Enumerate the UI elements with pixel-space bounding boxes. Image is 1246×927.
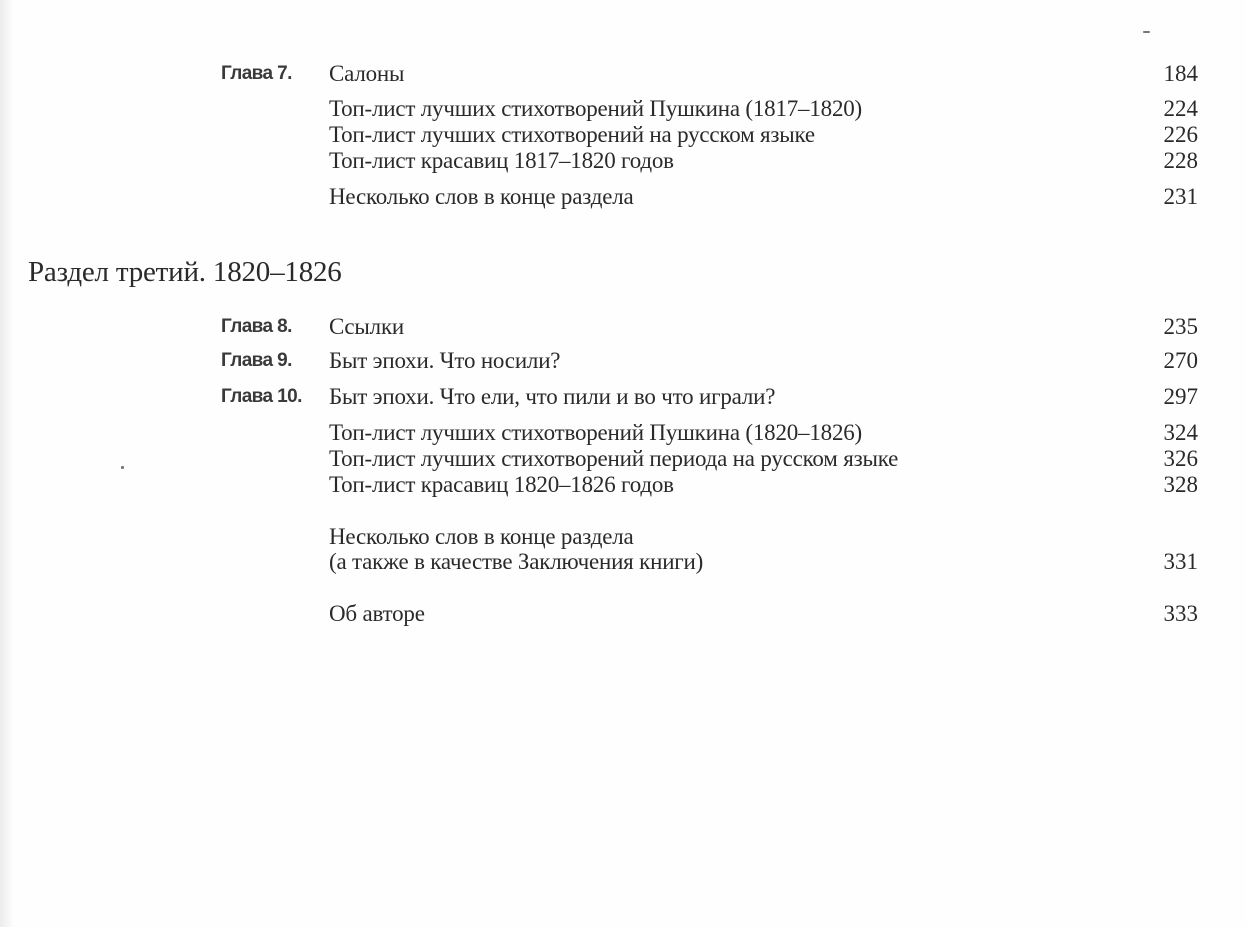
page-number: 184	[1163, 61, 1198, 86]
entry-title: Быт эпохи. Что ели, что пили и во что играли?	[329, 384, 776, 409]
toc-entry[interactable]	[0, 348, 1246, 378]
toc-entry-continuation[interactable]	[0, 549, 1246, 579]
entry-title: Салоны	[329, 61, 405, 86]
chapter-label: Глава 7.	[221, 63, 292, 84]
entry-title: Топ-лист лучших стихотворений на русском языке	[329, 122, 815, 147]
chapter-label: Глава 10.	[221, 386, 302, 407]
page-number: 270	[1163, 348, 1198, 373]
section-heading: Раздел третий. 1820–1826	[28, 256, 342, 288]
entry-title: Несколько слов в конце раздела	[329, 524, 634, 549]
entry-title: Несколько слов в конце раздела	[329, 184, 634, 209]
page-number: 324	[1163, 420, 1198, 445]
page-number: 297	[1163, 384, 1198, 409]
toc-entry[interactable]	[0, 184, 1246, 214]
toc-entry[interactable]	[0, 601, 1246, 631]
page-number: 228	[1163, 148, 1198, 173]
toc-entry[interactable]	[0, 148, 1246, 178]
toc-entry[interactable]	[0, 61, 1246, 91]
scan-speck	[1143, 31, 1150, 33]
entry-title: Топ-лист лучших стихотворений Пушкина (1820–1826)	[329, 420, 863, 445]
page-number: 328	[1163, 472, 1198, 497]
page-number: 326	[1163, 446, 1198, 471]
chapter-label: Глава 9.	[221, 350, 292, 371]
entry-title: Быт эпохи. Что носили?	[329, 348, 561, 373]
entry-title: (а также в качестве Заключения книги)	[329, 549, 704, 574]
toc-entry[interactable]	[0, 384, 1246, 414]
toc-entry[interactable]	[0, 314, 1246, 344]
entry-title: Топ-лист красавиц 1817–1820 годов	[329, 148, 674, 173]
page-number: 333	[1163, 601, 1198, 626]
page-number: 226	[1163, 122, 1198, 147]
entry-title: Ссылки	[329, 314, 405, 339]
page-number: 235	[1163, 314, 1198, 339]
page-number: 231	[1163, 184, 1198, 209]
page-number: 224	[1163, 96, 1198, 121]
entry-title: Топ-лист красавиц 1820–1826 годов	[329, 472, 674, 497]
chapter-label: Глава 8.	[221, 316, 292, 337]
page-number: 331	[1163, 549, 1198, 574]
entry-title: Топ-лист лучших стихотворений периода на русском языке	[329, 446, 899, 471]
entry-title: Топ-лист лучших стихотворений Пушкина (1817–1820)	[329, 96, 863, 121]
toc-entry[interactable]	[0, 472, 1246, 502]
entry-title: Об авторе	[329, 601, 425, 626]
